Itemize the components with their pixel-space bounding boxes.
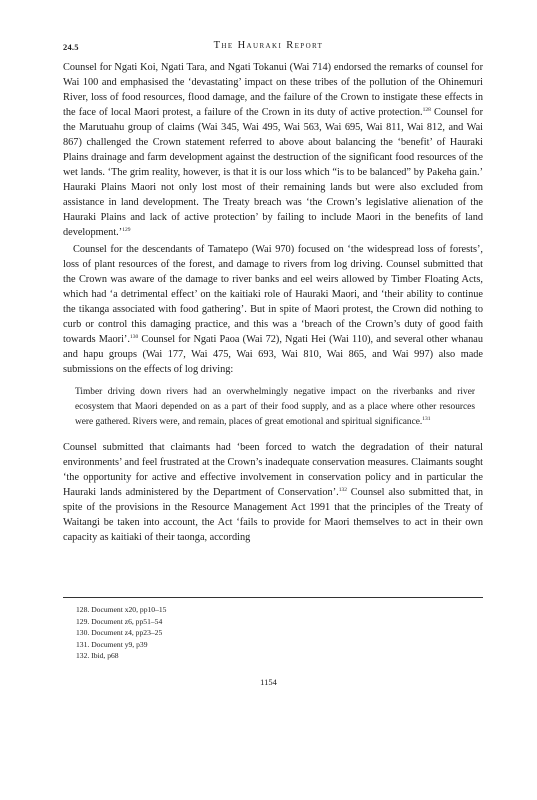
block-quote [75,385,475,430]
footnote: 132. Ibid, p68 [76,651,119,661]
footnote: 129. Document z6, pp51–54 [76,616,163,626]
footnote: 131. Document y9, p39 [76,639,148,649]
footnote: 130. Document z4, pp23–25 [76,628,163,638]
page-number: 1154 [260,677,277,687]
footnote-ref: 131 [422,416,431,422]
paragraph-text: Counsel for the descendants of Tamatepo (Wai 970) focused on ‘the widespread loss of forests’, loss of plant resources of the forest, and damage to rivers from log driving. Counsel submitted that the Crown was aware of the damage to river banks and eel weirs allowed by Timber Floating Acts, which had ‘a detrimental effect’ on the kaitiaki role of Hauraki Maori, and ‘their ability to continue the tikanga associated with food gathering’. But in spite of Maori protest, the Crown did nothing to curb or control this damaging practice, and this was a ‘breach of the Crown’s duty of good faith towards Maori’. [63,244,483,345]
footnote-ref: 132 [338,487,347,493]
footnote-ref: 129 [122,227,131,233]
paragraph-text: Counsel for Ngati Paoa (Wai 72), Ngati Hei (Wai 110), and several other whanau and hapu groups (Wai 177, Wai 475, Wai 693, Wai 810, Wai 865, and Wai 997) also made submissions on the effects of log driving: [63,334,483,375]
paragraph [63,242,483,377]
section-number: 24.5 [63,42,79,52]
running-head: The Hauraki Report [213,40,324,51]
paragraph [63,440,483,545]
paragraph [63,60,483,240]
footnotes [76,604,376,662]
paragraph-text: Counsel for Ngati Koi, Ngati Tara, and Ngati Tokanui (Wai 714) endorsed the remarks of counsel for Wai 100 and emphasised the ‘devastating’ impact on these tribes of the pollution of the Ohinemuri River, loss of food resources, flood damage, and the failure of the Crown to instigate these effects in the face of local Maori protest, a failure of the Crown in its duty of active protection. [63,62,483,118]
paragraph-text: Counsel submitted that claimants had ‘been forced to watch the degradation of their natural environments’ and feel frustrated at the Crown’s inadequate conservation measures. Claimants sought ‘the opportunity for active and effective involvement in conservation policy and in particular the Hauraki lands administered by the Department of Conservation’. [63,442,483,498]
quote-text: Timber driving down rivers had an overwhelmingly negative impact on the riverbanks and river ecosystem that Maori depended on as a part of their food supply, and as a place where other resources were gathered. Rivers were, and remain, places of great emotional and spiritual significance. [75,387,475,427]
paragraph-text: Counsel for the Marutuahu group of claims (Wai 345, Wai 495, Wai 563, Wai 695, Wai 811, Wai 812, and Wai 867) challenged the Crown statement referred to above about balancing the ‘benefit’ of Hauraki Plains drainage and farm development against the destruction of the significant food resources of the wet lands. ‘The grim reality, however, is that it is our loss which “is to be balanced” by Pakeha gain.’ Hauraki Plains Maori not only lost most of their remaining lands but were also excluded from assistance in land development. The Treaty breach was ‘the Crown’s legislative alienation of the Hauraki Plains and lack of active protection’ by failing to include Maori in the benefits of land development.’ [63,107,484,238]
footnote-divider [63,597,483,598]
footnote-ref: 130 [129,334,139,340]
body-text [63,60,483,545]
footnote-ref: 128 [422,107,431,113]
footnote: 128. Document x20, pp10–15 [76,605,167,614]
paragraph-text: Counsel also submitted that, in spite of the provisions in the Resource Management Act 1991 that the principles of the Treaty of Waitangi be taken into account, the Act ‘fails to provide for Maori themselves to act in their own capacity as kaitiaki of their taonga, according [63,487,483,543]
